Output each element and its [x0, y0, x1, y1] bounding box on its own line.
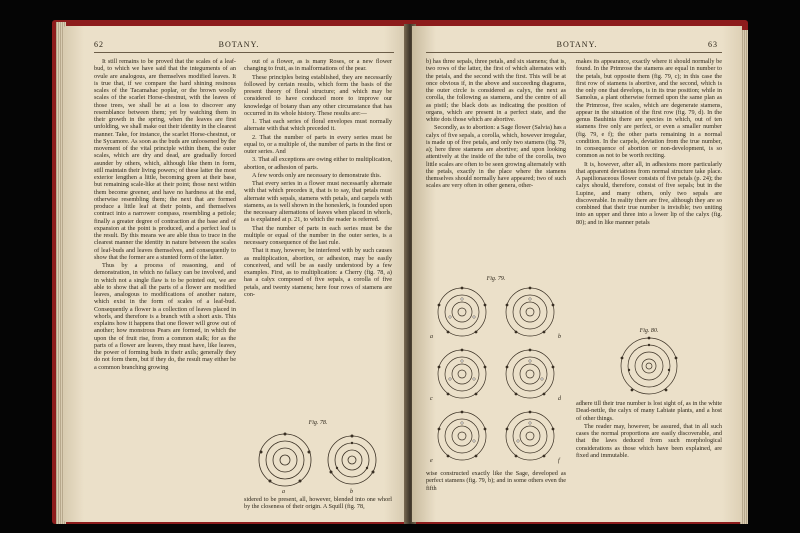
paragraph: That it may, however, be interfered with by such causes as multiplication, abortion, or adhesion, may be easily conceived, and will be as easily understood by a few examples. First, as to multiplication: a Cherry (fig. 78, a) has a calyx composed of five sepals, a corolla of five petals, and twenty stamens; here four rows of stamens are con-	[244, 247, 392, 298]
figure-caption: Fig. 80.	[639, 328, 659, 334]
figure-letter: a	[282, 489, 285, 494]
paragraph: 3. That all exceptions are owing either to multiplication, abortion, or adhesion of parts.	[244, 156, 392, 171]
paragraph: It is, however, after all, in adhesions more particularly that apparent deviations from normal structure take place. A papilionaceous flower consists of five petals (p. 24); the calyx should, therefore, consist of five sepals; but in the Lupine, and many others, only two sepals are discoverable. In reality there are five, although they are so combined that their true number is invisible; two uniting into an upper and three into a lower lip of the calyx (fig. 80); and in like manner petals	[576, 160, 722, 226]
figure-78-diagram	[250, 430, 390, 494]
figure-letter: b	[558, 334, 561, 340]
right-column-1-top	[426, 58, 566, 276]
figure-80-diagram	[608, 336, 690, 396]
paragraph: sidered to be present, all, however, blended into one whorl by the closeness of their origin. A Squill (fig. 78,	[244, 496, 392, 511]
right-column-2-bottom	[576, 400, 722, 510]
right-column-2-top	[576, 58, 722, 324]
left-column-2-bottom	[244, 496, 392, 520]
left-column-1	[94, 58, 236, 516]
left-column-2	[244, 58, 392, 416]
running-title: BOTANY.	[218, 40, 260, 49]
right-page	[412, 26, 742, 522]
page-number: 62	[94, 40, 104, 49]
paragraph: Thus by a process of reasoning, and of demonstration, in which no fallacy can be involved, and in which not a single flaw is to be pointed out, we are able to show that all the parts of a flower are modified leaves, analogous to modifications of another nature, which exist in the form of scales of a leaf-bud. Consequently a flower is a collection of leaves placed in whorls, and therefore is a branch with a short axis. This explains how it happens that one flower will grow out of another; how monstrous Pears are formed, in which the upon the of fruit rise, from a common stalk; for as the parts of a flower are leaves, they must have, like leaves, the power of forming buds in their axils; generally they do not form them, but if they do, the result may either be a common branching growing	[94, 262, 236, 371]
right-column-1-bottom	[426, 470, 566, 500]
paragraph: 1. That each series of floral envelopes must normally alternate with that which preceded it.	[244, 118, 392, 133]
figure-79-diagram	[428, 284, 564, 466]
figure-letter: f	[558, 458, 560, 464]
paragraph: b) has three sepals, three petals, and six stamens; that is, two rows of the latter, the first of which alternates with the petals, and the second with the first. This will be at once obvious if, in the above and succeeding diagrams, the outer circle is considered as calyx, the next as corolla, the following as stamens, and the centre of all as pistil; the black dots as indicating the position of organs, which are present in a perfect state, and the white dots those which are abortive.	[426, 58, 566, 123]
figure-letter: b	[350, 489, 353, 494]
figure-caption: Fig. 79.	[486, 276, 506, 282]
paragraph: adhere till their true number is lost sight of, as in the white Dead-nettle, the calyx of many Labiate plants, and a host of other things.	[576, 400, 722, 422]
figure-letter: a	[430, 334, 433, 340]
paragraph: out of a flower, as is many Roses, or a new flower changing to fruit, as in malformations of the pear.	[244, 58, 392, 73]
paragraph: The reader may, however, be assured, that in all such cases the normal proportions are easily discoverable, and that the laws deduced from such morphological considerations as those which have been explained, are fixed and immutable.	[576, 422, 722, 459]
paragraph: 2. That the number of parts in every series must be equal to, or a multiple of, the number of parts in the first or outer series. And	[244, 133, 392, 155]
running-title: BOTANY.	[556, 40, 598, 49]
paragraph: A few words only are necessary to demonstrate this.	[252, 171, 382, 179]
header-rule	[94, 52, 394, 53]
paragraph: It still remains to be proved that the scales of a leaf-bud, to which we have said that the integuments of an ovule are analogous, are themselves modified leaves. It is true that, if we compare the hard shining resinous scales of the Tacamahac poplar, or the brown woolly scales of the scarlet Horse-chestnut, with the leaves of those trees, we shall be at a loss to discover any resemblance between them; yet by watching them in their growth in the spring, when the leaves are first unfolding, we shall make out their identity in the clearest manner. Take, for instance, the scarlet Horse-chestnut, or the Sycamore. As soon as the buds are unloosened by the movement of the vital principle within them, the outer scales, which are dry and dead, are gradually forced asunder by others, which, although like them in form, still maintain their living powers; of these latter the most exterior lengthen a little, becoming green at their base, but remaining scale-like at their point; those next within them become greener, and have no hardness at the end, otherwise resembling them; the next that are formed produce a little leaf at their points, and themselves contract into a narrower compass, resembling a petiole; finally a greater degree of contraction at the base and of expansion at the point is produced, and a perfect leaf is the result. By this means we are able thus to trace in the clearest manner the identity in nature between the scales of leaf-buds and leaves themselves, and consequently to show that the former are a stunted form of the latter.	[94, 58, 236, 261]
paragraph: makes its appearance, exactly where it should normally be found. In the Primrose the stamens are equal in number to the petals, but opposite them (fig. 79, c); in this case the first row of stamens is abortive, and the second, which is the only one that develops, is in its true position; while in Samolus, a plant otherwise formed upon the same plan as the Primrose, five scales, which are degenerate stamens, appear in the situation of the first row (fig. 79, d). In the genus Bauhinia there are species in which, out of ten stamens five only are perfect, or even a smaller number (fig. 79, e f); the other parts remaining in a normal condition. In the carpels, deviation from the true number, in consequence of abortion or non-development, is so common as not to be worth reciting.	[576, 58, 722, 160]
header-rule	[426, 52, 722, 53]
paragraph: Secondly, as to abortion: a Sage flower (Salvia) has a calyx of five sepals, a corolla, which, however irregular, is made up of five petals, and only two stamens (fig. 79, a); here three stamens are abortive; and upon looking attentively at the inside of the tube of the corolla, two little scales are often to be seen growing alternately with the petals, exactly in the place where the stamens themselves should normally have appeared; two of such scales are very often in other genera, other-	[426, 124, 566, 190]
paragraph: wise constructed exactly like the Sage, developed as perfect stamens (fig. 79, b); and in some others even the fifth	[426, 470, 566, 492]
figure-letter: c	[430, 396, 433, 402]
left-page	[64, 26, 414, 522]
paragraph: That the number of parts in each series must be the multiple or equal of the number in the outer series, is a necessary consequence of the last rule.	[244, 224, 392, 246]
figure-letter: d	[558, 396, 561, 402]
paragraph: That every series in a flower must necessarily alternate with that which precedes it, that is to say, that petals must alternate with sepals, stamens with petals, and carpels with stamens, as is well shown in the honeslerk, is founded upon the necessary alternations of leaves when placed in whorls, as is explained at p. 21, to which the reader is referred.	[244, 180, 392, 224]
page-number: 63	[708, 40, 718, 49]
figure-letter: e	[430, 458, 433, 464]
figure-caption: Fig. 78.	[308, 420, 328, 426]
paragraph: These principles being established, they are necessarily followed by certain results, which form the basis of the present theory of floral structure; and which may be considered to have conduced more to improve our knowledge of botany than any other circumstance that has occurred in its whole history. These results are:—	[244, 73, 392, 117]
